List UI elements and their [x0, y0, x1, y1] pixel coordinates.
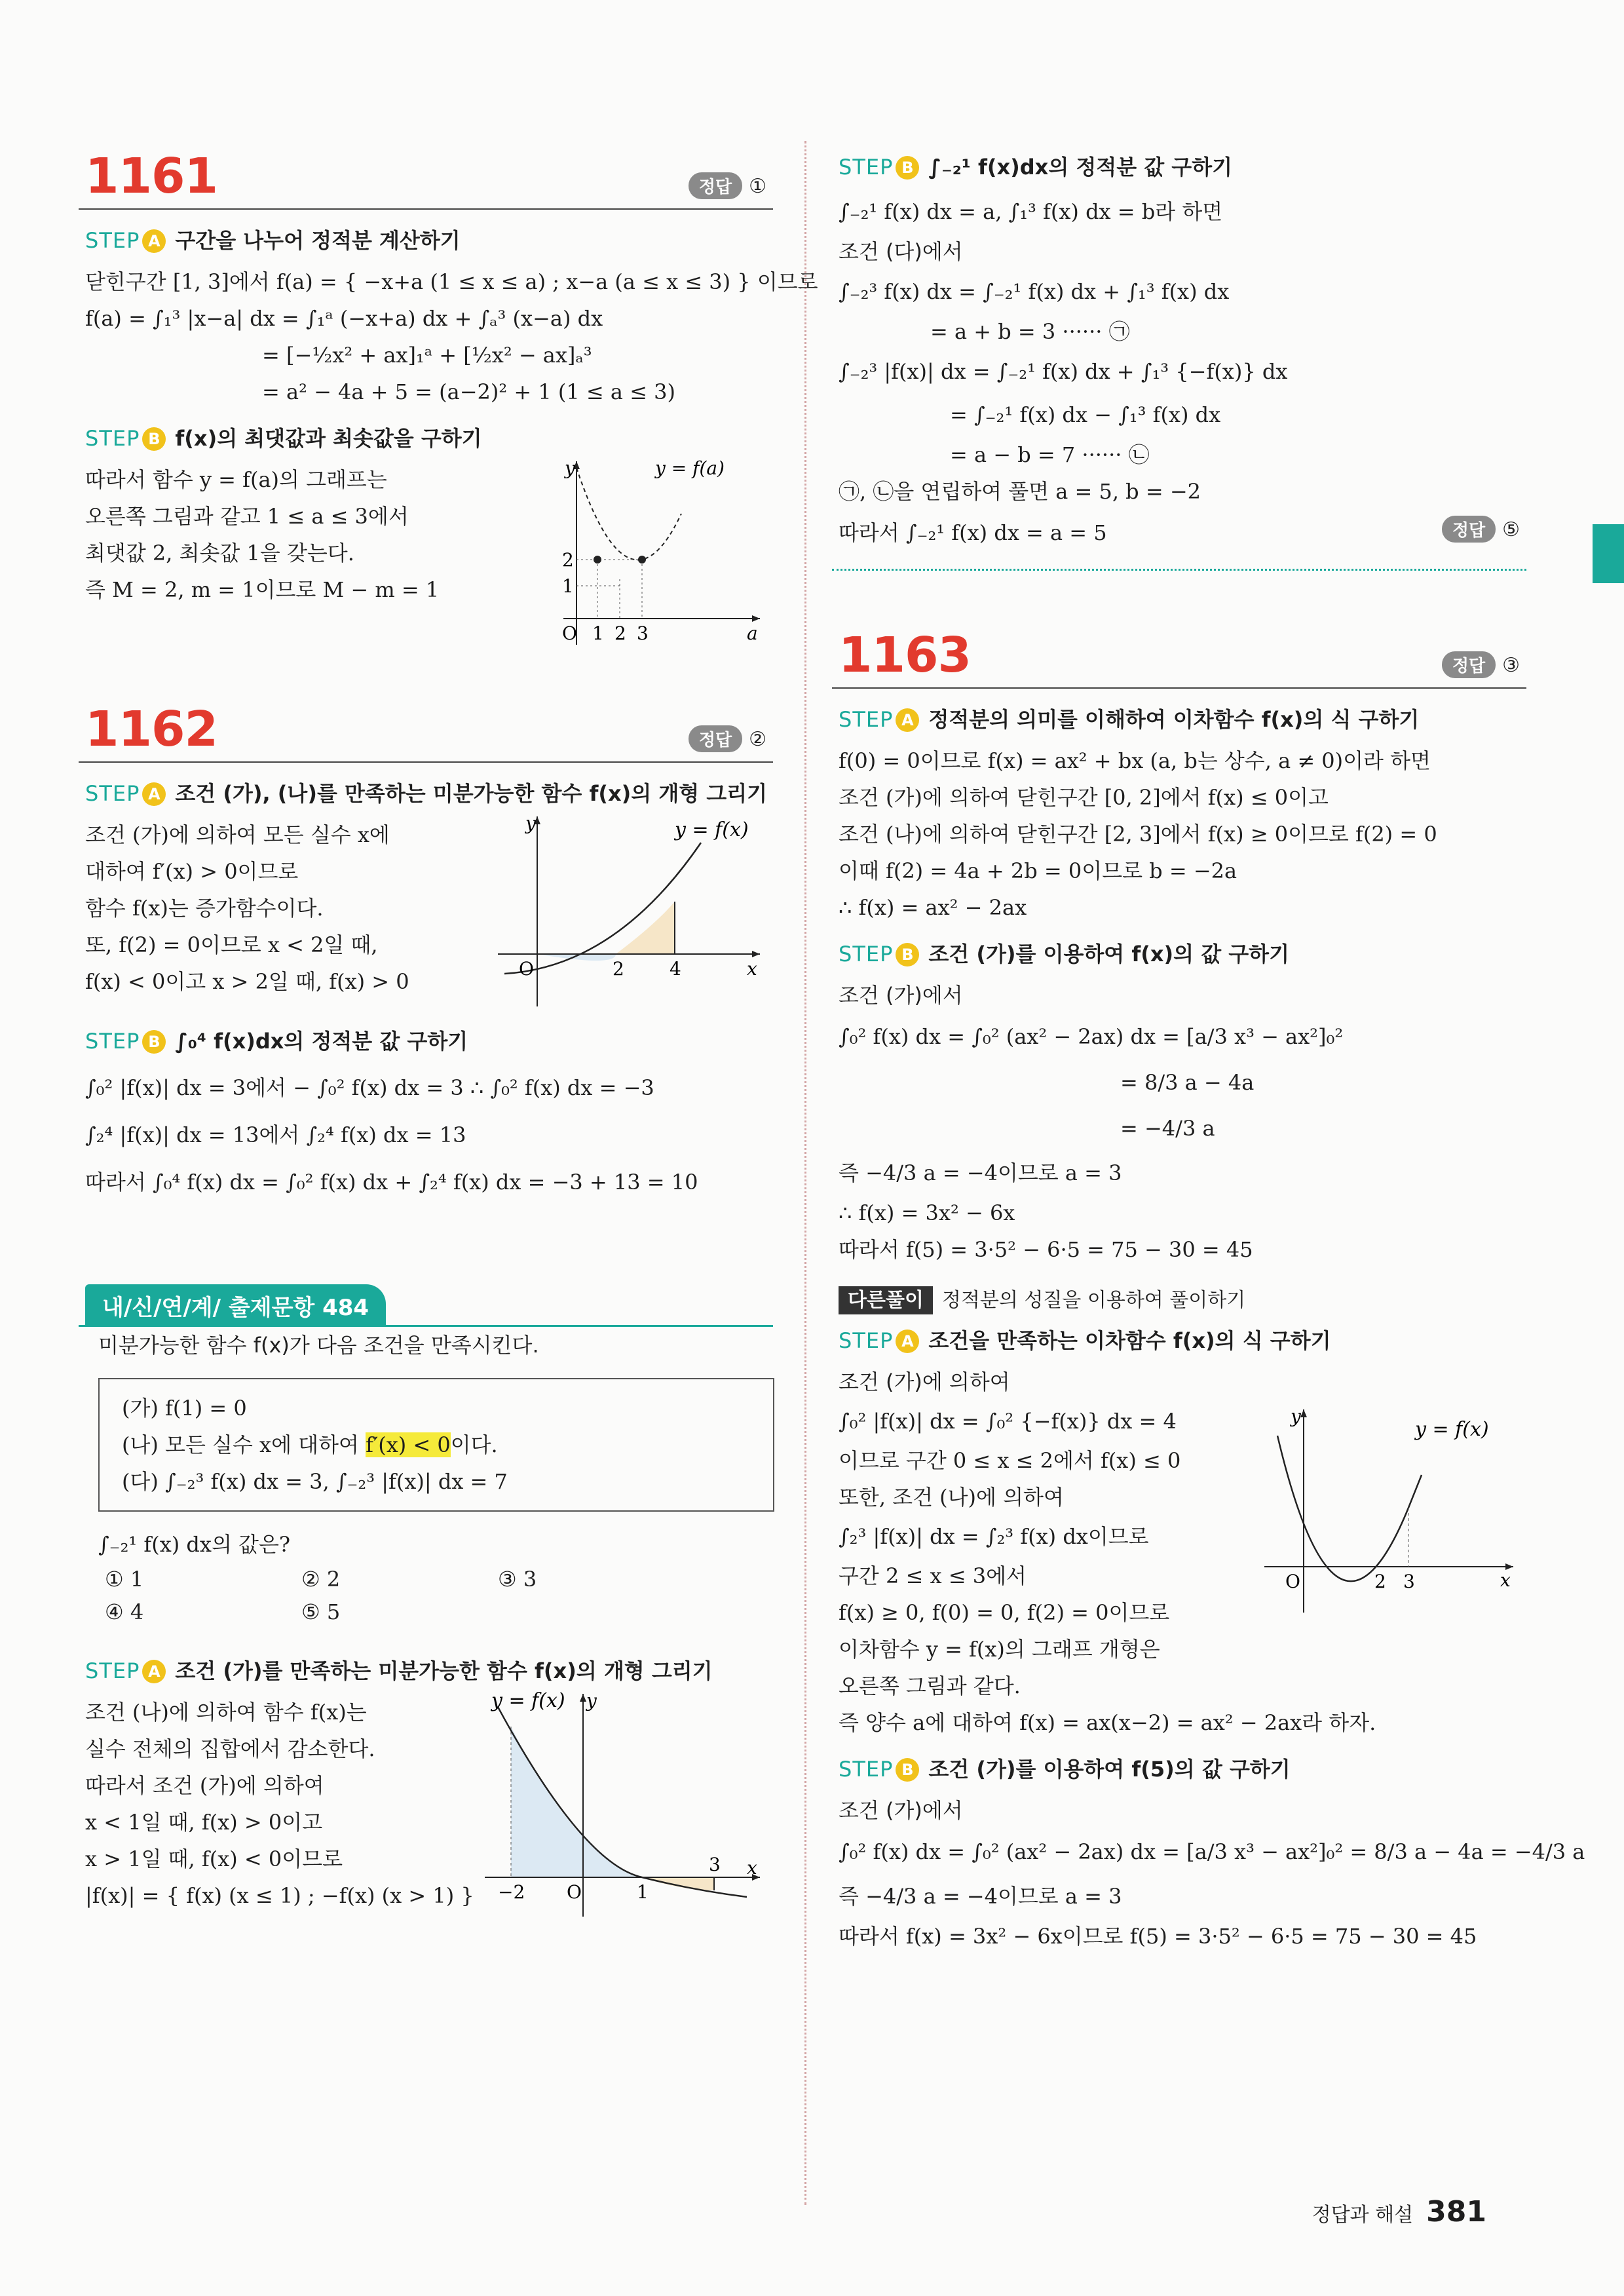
graph-x-label: x [747, 958, 757, 980]
solution-line: 구간 2 ≤ x ≤ 3에서 [839, 1563, 1027, 1588]
answer-tag [1442, 516, 1520, 543]
step-badge: A [142, 229, 166, 253]
step-a-block [79, 813, 773, 1013]
solution-line: 조건 (다)에서 [839, 239, 963, 264]
step-heading [839, 703, 1526, 733]
answer-label: 정답 [1442, 516, 1496, 543]
step-label: STEP [85, 1658, 140, 1683]
condition-text: 이다. [450, 1432, 498, 1457]
solution-line: 따라서 ∫₋₂¹ f(x) dx = a = 5 [839, 520, 1107, 545]
solution-line: ∴ f(x) = ax² − 2ax [839, 895, 1027, 920]
step-title: 조건 (가)를 만족하는 미분가능한 함수 f(x)의 개형 그리기 [175, 1658, 713, 1683]
solution-line: 이차함수 y = f(x)의 그래프 개형은 [839, 1637, 1160, 1662]
step-badge: A [142, 1660, 166, 1683]
step-heading [85, 777, 773, 807]
solution-line: ㉠, ㉡을 연립하여 풀면 a = 5, b = −2 [839, 479, 1201, 504]
graph-1163 [1251, 1396, 1526, 1619]
step-title: 조건을 만족하는 이차함수 f(x)의 식 구하기 [928, 1328, 1331, 1353]
step-heading [85, 422, 773, 452]
solution-line: 오른쪽 그림과 같다. [839, 1674, 1021, 1698]
choice: ① 1 [105, 1567, 144, 1592]
graph-1161 [550, 455, 766, 651]
solution-line: 이므로 구간 0 ≤ x ≤ 2에서 f(x) ≤ 0 [839, 1448, 1181, 1473]
solution-line: x < 1일 때, f(x) > 0이고 [85, 1810, 323, 1835]
left-column [79, 138, 818, 1917]
step-title: ∫₋₂¹ f(x)dx의 정적분 값 구하기 [928, 155, 1233, 180]
naesin-section [79, 1284, 773, 1917]
step-badge: A [896, 1330, 919, 1353]
graph-1162 [485, 810, 773, 1013]
step-label: STEP [85, 1029, 140, 1054]
step-heading [85, 1655, 773, 1685]
graph-tick: −2 [498, 1881, 525, 1903]
solution-line: = −4/3 a [1120, 1116, 1215, 1141]
step-title: f(x)의 최댓값과 최솟값을 구하기 [175, 426, 482, 451]
problem-1161-header [79, 138, 773, 210]
column-divider [804, 141, 806, 2205]
condition-box [98, 1378, 774, 1512]
step-label: STEP [839, 942, 894, 966]
naesin-banner: 내/신/연/계/ 출제문항 484 [85, 1284, 386, 1327]
solution-line: 즉 −4/3 a = −4이므로 a = 3 [839, 1160, 1122, 1185]
solution-line: = 8/3 a − 4a [1120, 1070, 1255, 1095]
solution-line: 또한, 조건 (나)에 의하여 [839, 1485, 1064, 1510]
graph-x-label: x [747, 1857, 757, 1879]
solution-line: 따라서 f(5) = 3·5² − 6·5 = 75 − 30 = 45 [839, 1237, 1253, 1262]
graph-tick: 3 [709, 1854, 721, 1875]
graph-curve-label: y = f(x) [491, 1689, 565, 1712]
solution-line: 즉 양수 a에 대하여 f(x) = ax(x−2) = ax² − 2ax라 하자. [839, 1710, 1376, 1735]
right-column [832, 144, 1585, 1955]
graph-y-label: y [525, 813, 536, 834]
graph-origin: O [562, 622, 577, 644]
graph-tick: 2 [562, 549, 574, 571]
solution-line: = a + b = 3 ······ ㉠ [930, 319, 1130, 344]
choice: ④ 4 [105, 1599, 144, 1624]
solution-line: ∫₀² |f(x)| dx = ∫₀² {−f(x)} dx = 4 [839, 1409, 1177, 1434]
graph-curve-label: y = f(a) [655, 457, 725, 479]
condition-line: (다) ∫₋₂³ f(x) dx = 3, ∫₋₂³ |f(x)| dx = 7 [122, 1469, 508, 1494]
solution-line: = [−½x² + ax]₁ᵃ + [½x² − ax]ₐ³ [262, 343, 592, 368]
answer-label: 정답 [689, 725, 742, 752]
step-heading [839, 938, 1526, 968]
step-title: 조건 (가)를 이용하여 f(x)의 값 구하기 [928, 942, 1289, 966]
step-heading [85, 1025, 773, 1055]
problem-1163-header [832, 617, 1526, 689]
step-label: STEP [839, 155, 894, 180]
solution-line: 따라서 f(x) = 3x² − 6x이므로 f(5) = 3·5² − 6·5 = 75 − 30 = 45 [839, 1924, 1477, 1949]
solution-line: 최댓값 2, 최솟값 1을 갖는다. [85, 541, 354, 565]
graph-tick: 2 [614, 622, 626, 644]
step-heading [839, 1753, 1526, 1783]
solution-line: 대하여 f′(x) > 0이므로 [85, 859, 299, 884]
solution-line: 따라서 ∫₀⁴ f(x) dx = ∫₀² f(x) dx + ∫₂⁴ f(x) dx = −3 + 13 = 10 [85, 1170, 698, 1195]
footer-label: 정답과 해설 [1312, 2204, 1414, 2227]
step-label: STEP [85, 228, 140, 253]
solution-line: 조건 (나)에 의하여 함수 f(x)는 [85, 1700, 367, 1725]
solution-line: 함수 f(x)는 증가함수이다. [85, 896, 324, 921]
condition-line: (가) f(1) = 0 [122, 1396, 247, 1421]
graph-484 [472, 1687, 773, 1923]
answer-tag [689, 725, 766, 752]
step-label: STEP [839, 1757, 894, 1782]
step-badge: A [142, 782, 166, 806]
question-text: 미분가능한 함수 f(x)가 다음 조건을 만족시킨다. [98, 1333, 539, 1358]
graph-origin: O [519, 958, 534, 980]
step-title: 조건 (가)를 이용하여 f(5)의 값 구하기 [928, 1757, 1291, 1782]
graph-curve-label: y = f(x) [1415, 1418, 1489, 1441]
alt-title: 정적분의 성질을 이용하여 풀이하기 [941, 1289, 1246, 1312]
solution-line: ∫₀² f(x) dx = ∫₀² (ax² − 2ax) dx = [a/3 x³ − ax²]₀² = 8/3 a − 4a = −4/3 a [839, 1839, 1585, 1864]
solution-line: ∴ f(x) = 3x² − 6x [839, 1200, 1015, 1225]
answer-tag [689, 172, 766, 199]
solution-line: 닫힌구간 [1, 3]에서 f(a) = { −x+a (1 ≤ x ≤ a) ; x−a (a ≤ x ≤ 3) } 이므로 [85, 269, 818, 294]
graph-tick: 3 [1403, 1571, 1415, 1592]
step-title: ∫₀⁴ f(x)dx의 정적분 값 구하기 [175, 1029, 468, 1054]
graph-tick: 3 [637, 622, 649, 644]
graph-curve-label: y = f(x) [675, 818, 749, 841]
graph-origin: O [1285, 1571, 1300, 1592]
problem-number: 1163 [839, 627, 971, 683]
solution-line: 조건 (나)에 의하여 닫힌구간 [2, 3]에서 f(x) ≥ 0이므로 f(2) = 0 [839, 822, 1437, 847]
graph-tick: 1 [637, 1881, 649, 1903]
graph-tick: 4 [670, 958, 681, 980]
choice: ⑤ 5 [301, 1599, 341, 1624]
step-badge: B [142, 1030, 166, 1054]
choice: ② 2 [301, 1567, 341, 1592]
solution-line: x > 1일 때, f(x) < 0이므로 [85, 1846, 343, 1871]
answer-value: ⑤ [1502, 518, 1520, 541]
condition-text: (나) 모든 실수 x에 대하여 [122, 1432, 366, 1457]
step-badge: B [142, 427, 166, 451]
step-title: 구간을 나누어 정적분 계산하기 [175, 228, 461, 253]
solution-line: f(0) = 0이므로 f(x) = ax² + bx (a, b는 상수, a ≠ 0)이라 하면 [839, 748, 1431, 773]
graph-tick: 2 [613, 958, 624, 980]
step-b-block [79, 457, 773, 651]
solution-line: f(x) < 0이고 x > 2일 때, f(x) > 0 [85, 969, 409, 994]
step-label: STEP [85, 426, 140, 451]
solution-line: 또, f(2) = 0이므로 x < 2일 때, [85, 932, 378, 957]
solution-line: 따라서 조건 (가)에 의하여 [85, 1773, 324, 1798]
graph-x-label: x [1500, 1569, 1511, 1591]
section-rule [832, 569, 1526, 571]
naesin-step-block [79, 1689, 773, 1917]
answer-value: ② [749, 728, 766, 751]
solution-line: ∫₋₂³ f(x) dx = ∫₋₂¹ f(x) dx + ∫₁³ f(x) dx [839, 279, 1230, 304]
graph-origin: O [567, 1881, 582, 1903]
solution-line: 조건 (가)에서 [839, 983, 963, 1008]
graph-tick: 2 [1374, 1571, 1386, 1592]
solution-line: 조건 (가)에 의하여 닫힌구간 [0, 2]에서 f(x) ≤ 0이고 [839, 785, 1329, 810]
graph-tick: 1 [562, 575, 574, 597]
alt-solution-header [839, 1284, 1526, 1312]
solution-line: ∫₂³ |f(x)| dx = ∫₂³ f(x) dx이므로 [839, 1524, 1149, 1549]
final-answer-row [832, 510, 1526, 556]
solution-line: ∫₂⁴ |f(x)| dx = 13에서 ∫₂⁴ f(x) dx = 13 [85, 1122, 466, 1147]
step-title: 조건 (가), (나)를 만족하는 미분가능한 함수 f(x)의 개형 그리기 [175, 781, 768, 806]
solution-line: |f(x)| = { f(x) (x ≤ 1) ; −f(x) (x > 1) } [85, 1883, 474, 1908]
question-ask: ∫₋₂¹ f(x) dx의 값은? [98, 1532, 291, 1557]
solution-line: 조건 (가)에 의하여 모든 실수 x에 [85, 822, 390, 847]
step-title: 정적분의 의미를 이해하여 이차함수 f(x)의 식 구하기 [928, 707, 1420, 732]
problem-1162-header [79, 691, 773, 763]
step-label: STEP [839, 707, 894, 732]
highlight-text: f′(x) < 0 [366, 1432, 451, 1457]
graph-y-label: y [586, 1690, 597, 1712]
alt-badge: 다른풀이 [839, 1286, 933, 1314]
problem-number: 1162 [85, 701, 217, 757]
graph-y-label: y [565, 457, 575, 479]
step-badge: B [896, 943, 919, 966]
graph-y-label: y [1291, 1406, 1301, 1427]
solution-line: = a² − 4a + 5 = (a−2)² + 1 (1 ≤ a ≤ 3) [262, 379, 675, 404]
page-number: 381 [1426, 2195, 1486, 2229]
solution-line: ∫₋₂¹ f(x) dx = a, ∫₁³ f(x) dx = b라 하면 [839, 199, 1223, 224]
choice: ③ 3 [498, 1567, 537, 1592]
solution-line: ∫₀² f(x) dx = ∫₀² (ax² − 2ax) dx = [a/3 x³ − ax²]₀² [839, 1024, 1344, 1049]
step-heading [85, 224, 773, 254]
page-footer [1312, 2195, 1486, 2229]
step-label: STEP [839, 1328, 894, 1353]
solution-line: 따라서 함수 y = f(a)의 그래프는 [85, 467, 387, 492]
page-edge-tab [1593, 524, 1624, 583]
answer-label: 정답 [689, 172, 742, 199]
solution-line: 조건 (가)에서 [839, 1798, 963, 1823]
solution-line: 실수 전체의 집합에서 감소한다. [85, 1736, 375, 1761]
solution-line: = a − b = 7 ······ ㉡ [950, 442, 1150, 467]
solution-line: ∫₀² |f(x)| dx = 3에서 − ∫₀² f(x) dx = 3 ∴ ∫₀² f(x) dx = −3 [85, 1075, 654, 1100]
graph-tick: 1 [592, 622, 604, 644]
answer-value: ③ [1502, 654, 1520, 677]
condition-line [122, 1426, 757, 1463]
answer-value: ① [749, 175, 766, 198]
solution-line: ∫₋₂³ |f(x)| dx = ∫₋₂¹ f(x) dx + ∫₁³ {−f(x)} dx [839, 359, 1288, 384]
choices [105, 1563, 773, 1628]
solution-line: = ∫₋₂¹ f(x) dx − ∫₁³ f(x) dx [950, 402, 1221, 427]
solution-line: f(a) = ∫₁³ |x−a| dx = ∫₁ᵃ (−x+a) dx + ∫ₐ³ (x−a) dx [85, 306, 603, 331]
answer-tag [1442, 651, 1520, 678]
step-badge: B [896, 156, 919, 180]
solution-line: 이때 f(2) = 4a + 2b = 0이므로 b = −2a [839, 858, 1237, 883]
solution-line: 조건 (가)에 의하여 [839, 1369, 1010, 1394]
graph-x-label: a [747, 622, 758, 644]
step-badge: B [896, 1758, 919, 1782]
step-label: STEP [85, 781, 140, 806]
step-badge: A [896, 708, 919, 732]
solution-line: 즉 M = 2, m = 1이므로 M − m = 1 [85, 577, 440, 602]
step-heading [839, 1324, 1526, 1354]
solution-line: f(x) ≥ 0, f(0) = 0, f(2) = 0이므로 [839, 1600, 1170, 1625]
step-heading [839, 151, 1526, 181]
alt-step-a-block [832, 1364, 1526, 1741]
answer-label: 정답 [1442, 651, 1496, 678]
solution-line: 즉 −4/3 a = −4이므로 a = 3 [839, 1884, 1122, 1909]
solution-line: 오른쪽 그림과 같고 1 ≤ a ≤ 3에서 [85, 504, 409, 529]
problem-number: 1161 [85, 148, 217, 204]
